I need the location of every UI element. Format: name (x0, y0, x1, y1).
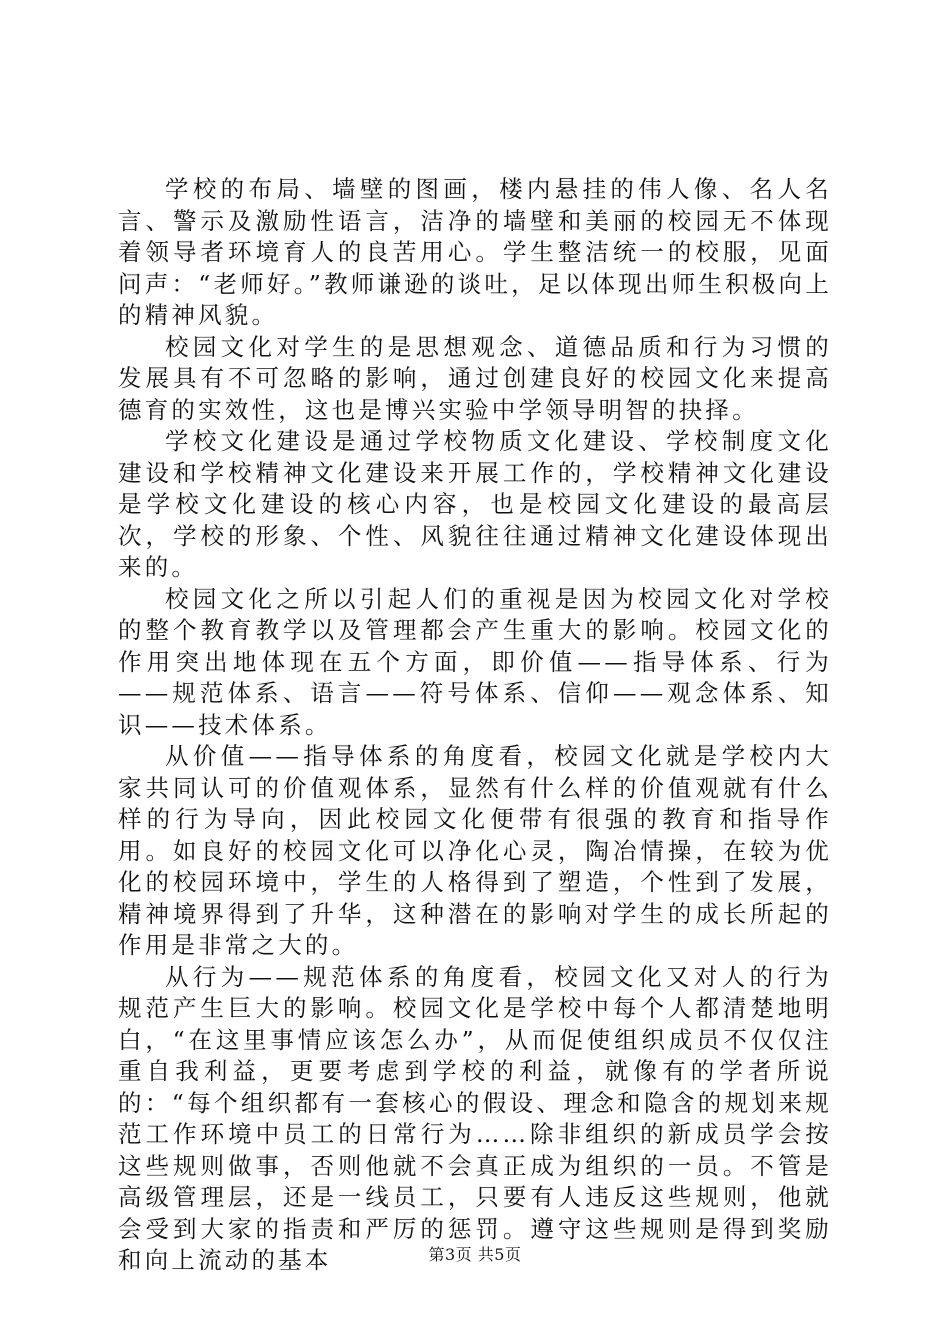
paragraph-culture-influence: 校园文化对学生的是思想观念、道德品质和行为习惯的发展具有不可忽略的影响，通过创建良好的校园文化来提高德育的实效性，这也是博兴实验中学领导明智的抉择。 (118, 332, 832, 424)
document-body (118, 174, 832, 1277)
paragraph-behavior-system: 从行为——规范体系的角度看，校园文化又对人的行为规范产生巨大的影响。校园文化是学校中每个人都清楚地明白，“在这里事情应该怎么办”，从而促使组织成员不仅仅注重自我利益，更要考虑到学校的利益，就像有的学者所说的：“每个组织都有一套核心的假设、理念和隐含的规划来规范工作环境中员工的日常行为……除非组织的新成员学会按这些规则做事，否则他就不会真正成为组织的一员。不管是高级管理层，还是一线员工，只要有人违反这些规则，他就会受到大家的指责和严厉的惩罚。遵守这些规则是得到奖励和向上流动的基本 (118, 962, 832, 1274)
paragraph-value-system: 从价值——指导体系的角度看，校园文化就是学校内大家共同认可的价值观体系，显然有什么样的价值观就有什么样的行为导向，因此校园文化便带有很强的教育和指导作用。如良好的校园文化可以净化心灵，陶冶情操，在较为优化的校园环境中，学生的人格得到了塑造，个性到了发展，精神境界得到了升华，这种潜在的影响对学生的成长所起的作用是非常之大的。 (118, 742, 832, 959)
paragraph-culture-construction: 学校文化建设是通过学校物质文化建设、学校制度文化建设和学校精神文化建设来开展工作的，学校精神文化建设是学校文化建设的核心内容，也是校园文化建设的最高层次，学校的形象、个性、风貌往往通过精神文化建设体现出来的。 (118, 427, 832, 581)
page-footer: 第3页 共5页 (428, 1245, 522, 1264)
paragraph-culture-importance: 校园文化之所以引起人们的重视是因为校园文化对学校的整个教育教学以及管理都会产生重大的影响。校园文化的作用突出地体现在五个方面，即价值——指导体系、行为——规范体系、语言——符号体系、信仰——观念体系、知识——技术体系。 (118, 584, 832, 739)
paragraph-campus-layout: 学校的布局、墙壁的图画，楼内悬挂的伟人像、名人名言、警示及激励性语言，洁净的墙壁和美丽的校园无不体现着领导者环境育人的良苦用心。学生整洁统一的校服，见面问声：“老师好。”教师谦逊的谈吐，足以体现出师生积极向上的精神风貌。 (118, 175, 832, 329)
